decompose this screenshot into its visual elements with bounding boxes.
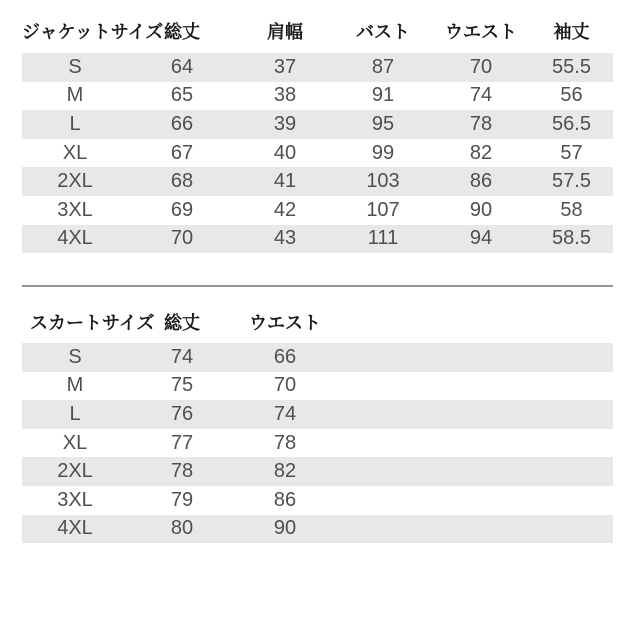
size-label: XL	[62, 141, 88, 164]
total-length-value: 64	[170, 55, 194, 78]
total-length-value: 76	[170, 402, 194, 425]
total-length-value: 67	[170, 141, 194, 164]
waist-value: 94	[469, 227, 493, 250]
skirt-row-l	[22, 400, 613, 429]
column-header-shoulder-width: 肩幅	[267, 21, 303, 42]
size-label: 2XL	[57, 460, 93, 483]
bust-value: 103	[366, 170, 400, 193]
waist-value: 82	[469, 141, 493, 164]
jacket-row-s	[22, 53, 613, 82]
size-label: S	[68, 345, 82, 368]
shoulder-width-value: 42	[273, 198, 297, 221]
size-label: XL	[62, 431, 88, 454]
shoulder-width-value: 38	[273, 84, 297, 107]
waist-value: 90	[469, 198, 493, 221]
jacket-row-xl	[22, 139, 613, 168]
size-label: L	[69, 112, 81, 135]
column-header-bust: バスト	[356, 21, 410, 42]
waist-value: 86	[273, 488, 297, 511]
size-label: M	[66, 374, 84, 397]
empty-cell	[334, 457, 613, 486]
shoulder-width-value: 39	[273, 112, 297, 135]
jacket-row-3xl	[22, 196, 613, 225]
empty-cell	[334, 343, 613, 372]
total-length-value: 68	[170, 170, 194, 193]
size-label: L	[69, 402, 81, 425]
sleeve-length-value: 58	[560, 198, 583, 221]
skirt-table-title: スカートサイズ	[30, 312, 155, 333]
size-label: 4XL	[57, 517, 93, 540]
skirt-row-s	[22, 343, 613, 372]
total-length-value: 80	[170, 517, 194, 540]
total-length-value: 66	[170, 112, 194, 135]
sleeve-length-value: 56.5	[552, 112, 591, 135]
empty-cell	[334, 372, 613, 401]
jacket-size-table	[22, 8, 613, 253]
shoulder-width-value: 43	[273, 227, 297, 250]
total-length-value: 65	[170, 84, 194, 107]
jacket-row-m	[22, 82, 613, 111]
bust-value: 87	[371, 55, 395, 78]
total-length-value: 70	[170, 227, 194, 250]
empty-header-cell	[334, 300, 613, 343]
jacket-table-body	[22, 53, 613, 253]
shoulder-width-value: 37	[273, 55, 297, 78]
total-length-value: 78	[170, 460, 194, 483]
sleeve-length-value: 56	[560, 84, 583, 107]
skirt-row-3xl	[22, 486, 613, 515]
sleeve-length-value: 57	[560, 141, 583, 164]
skirt-row-m	[22, 372, 613, 401]
skirt-row-2xl	[22, 457, 613, 486]
total-length-value: 79	[170, 488, 194, 511]
bust-value: 95	[371, 112, 395, 135]
waist-value: 70	[469, 55, 493, 78]
section-divider	[22, 285, 613, 287]
skirt-header-row	[22, 300, 613, 343]
sleeve-length-value: 58.5	[552, 227, 591, 250]
sleeve-length-value: 57.5	[552, 170, 591, 193]
waist-value: 78	[273, 431, 297, 454]
total-length-value: 69	[170, 198, 194, 221]
shoulder-width-value: 41	[273, 170, 297, 193]
total-length-value: 75	[170, 374, 194, 397]
bust-value: 107	[366, 198, 400, 221]
waist-value: 74	[469, 84, 493, 107]
column-header-total-length: 総丈	[164, 312, 200, 333]
bust-value: 111	[367, 227, 399, 250]
jacket-table-title: ジャケットサイズ	[22, 21, 164, 42]
size-label: S	[68, 55, 82, 78]
bust-value: 99	[371, 141, 395, 164]
waist-value: 70	[273, 374, 297, 397]
skirt-table-body	[22, 343, 613, 543]
size-label: 2XL	[57, 170, 93, 193]
empty-cell	[334, 486, 613, 515]
size-label: M	[66, 84, 84, 107]
skirt-row-xl	[22, 429, 613, 458]
waist-value: 66	[273, 345, 297, 368]
waist-value: 78	[469, 112, 493, 135]
total-length-value: 77	[170, 431, 194, 454]
empty-cell	[334, 429, 613, 458]
size-label: 3XL	[57, 198, 93, 221]
sleeve-length-value: 55.5	[552, 55, 591, 78]
shoulder-width-value: 40	[273, 141, 297, 164]
size-label: 3XL	[57, 488, 93, 511]
skirt-size-table	[22, 300, 613, 543]
bust-value: 91	[371, 84, 395, 107]
waist-value: 86	[469, 170, 493, 193]
waist-value: 90	[273, 517, 297, 540]
column-header-sleeve-length: 袖丈	[553, 21, 590, 42]
jacket-row-4xl	[22, 225, 613, 254]
jacket-row-2xl	[22, 167, 613, 196]
column-header-total-length: 総丈	[164, 21, 200, 42]
empty-cell	[334, 515, 613, 544]
jacket-row-l	[22, 110, 613, 139]
size-label: 4XL	[57, 227, 93, 250]
total-length-value: 74	[170, 345, 194, 368]
column-header-waist: ウエスト	[445, 21, 517, 42]
empty-cell	[334, 400, 613, 429]
skirt-row-4xl	[22, 515, 613, 544]
jacket-header-row	[22, 8, 613, 53]
waist-value: 82	[273, 460, 297, 483]
column-header-waist: ウエスト	[249, 312, 321, 333]
waist-value: 74	[273, 402, 297, 425]
